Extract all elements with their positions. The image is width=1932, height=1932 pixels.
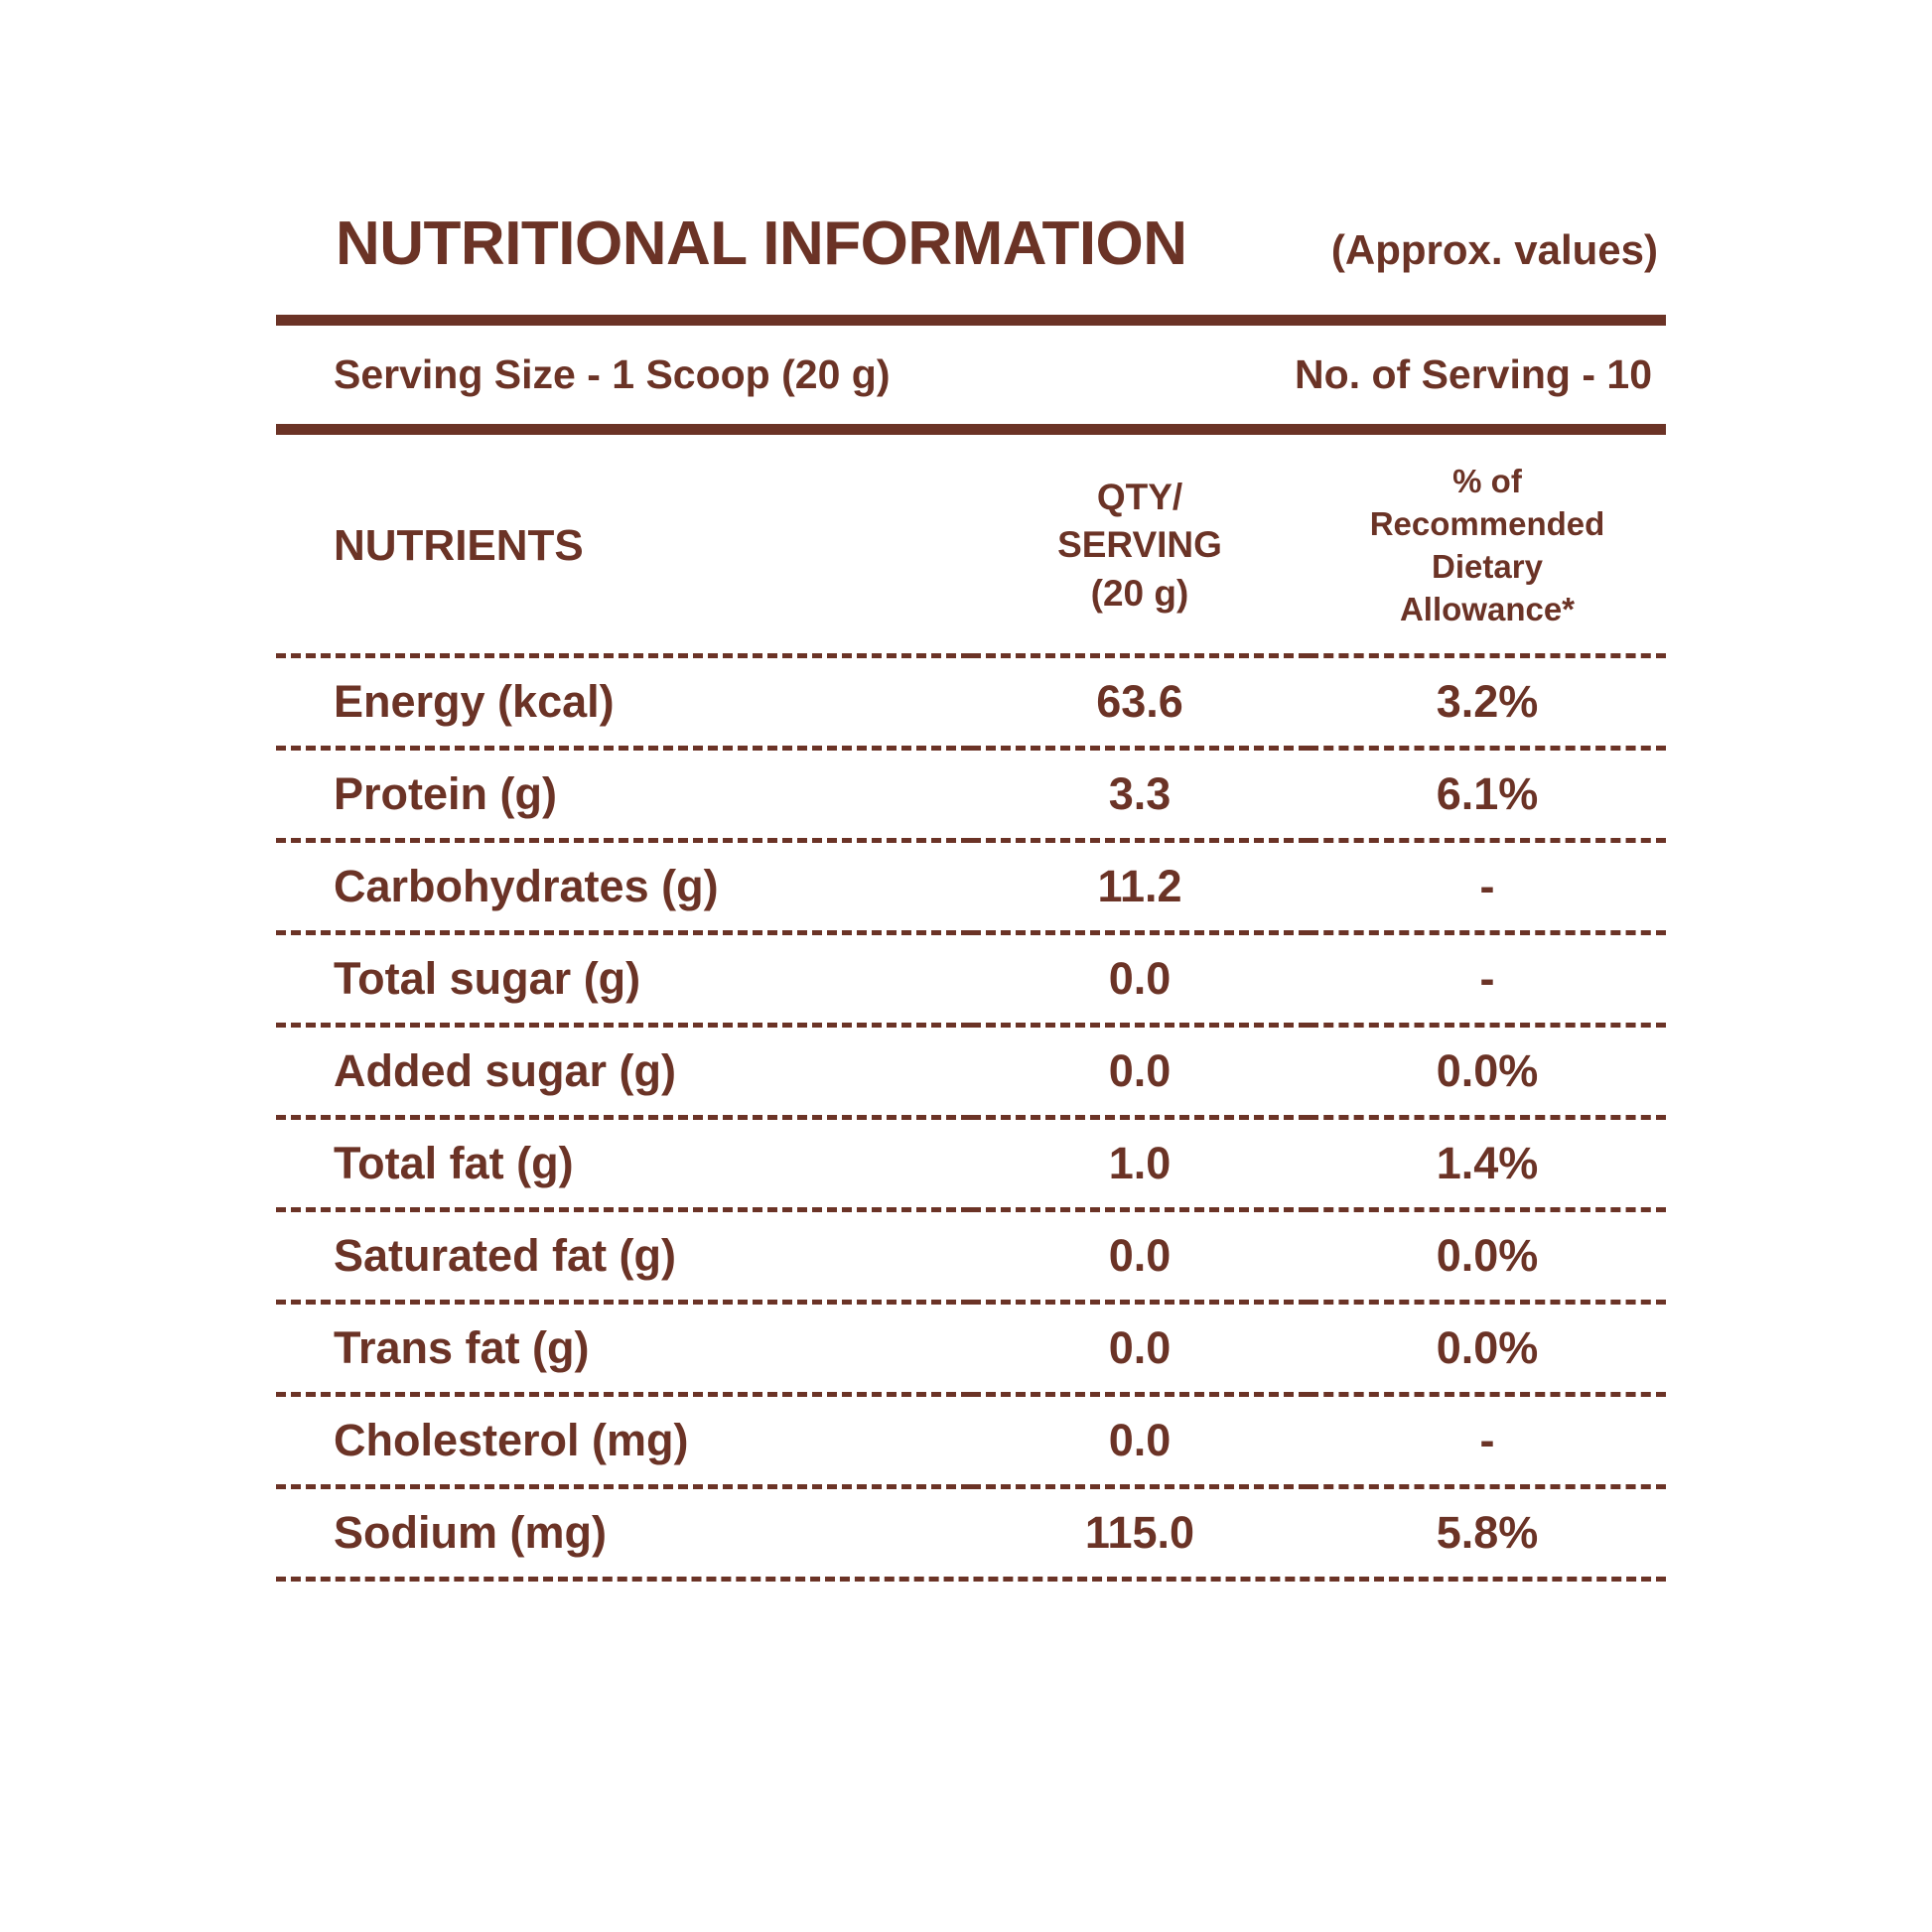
table-row (276, 655, 1666, 748)
serving-info-row (276, 326, 1666, 424)
row-qty-value: 0.0 (971, 1025, 1309, 1117)
row-rda-value: 0.0% (1309, 1025, 1666, 1117)
row-nutrient-name: Cholesterol (mg) (276, 1394, 971, 1486)
table-bottom-divider (276, 1577, 1666, 1582)
nutrition-facts-panel (276, 208, 1666, 1582)
row-nutrient-name: Carbohydrates (g) (276, 840, 971, 932)
row-qty-value: 115.0 (971, 1486, 1309, 1577)
row-nutrient-name: Saturated fat (g) (276, 1209, 971, 1302)
table-row (276, 840, 1666, 932)
nutrition-table (276, 435, 1666, 1577)
number-of-servings-text: No. of Serving - 10 (1295, 351, 1652, 397)
row-nutrient-name: Added sugar (g) (276, 1025, 971, 1117)
approx-values-note: (Approx. values) (1330, 226, 1658, 273)
qty-header-line2: SERVING (1057, 524, 1222, 566)
header-divider-bottom (276, 424, 1666, 435)
row-rda-value: - (1309, 932, 1666, 1025)
row-qty-value: 0.0 (971, 1302, 1309, 1394)
table-row (276, 1302, 1666, 1394)
table-row (276, 932, 1666, 1025)
row-rda-value: - (1309, 840, 1666, 932)
column-header-qty-per-serving (971, 435, 1309, 655)
row-rda-value: - (1309, 1394, 1666, 1486)
row-qty-value: 1.0 (971, 1117, 1309, 1209)
row-nutrient-name: Trans fat (g) (276, 1302, 971, 1394)
row-nutrient-name: Sodium (mg) (276, 1486, 971, 1577)
column-header-rda (1309, 435, 1666, 655)
row-rda-value: 0.0% (1309, 1302, 1666, 1394)
qty-header-line3: (20 g) (1090, 573, 1189, 615)
page-title: NUTRITIONAL INFORMATION (336, 209, 1187, 278)
row-rda-value: 0.0% (1309, 1209, 1666, 1302)
row-qty-value: 0.0 (971, 932, 1309, 1025)
qty-header-line1: QTY/ (1096, 476, 1183, 517)
rda-header-line2: Recommended (1369, 504, 1605, 542)
table-row (276, 1025, 1666, 1117)
column-header-nutrients: NUTRIENTS (334, 520, 584, 570)
row-rda-value: 5.8% (1309, 1486, 1666, 1577)
row-nutrient-name: Protein (g) (276, 748, 971, 840)
row-rda-value: 1.4% (1309, 1117, 1666, 1209)
rda-header-line1: % of (1452, 463, 1522, 499)
table-row (276, 1117, 1666, 1209)
rda-header-line4: Allowance* (1399, 590, 1576, 627)
row-qty-value: 0.0 (971, 1394, 1309, 1486)
row-qty-value: 63.6 (971, 655, 1309, 748)
rda-header-line3: Dietary (1432, 547, 1543, 585)
row-qty-value: 3.3 (971, 748, 1309, 840)
row-nutrient-name: Total fat (g) (276, 1117, 971, 1209)
row-qty-value: 0.0 (971, 1209, 1309, 1302)
table-row (276, 1486, 1666, 1577)
table-row (276, 1394, 1666, 1486)
serving-size-text: Serving Size - 1 Scoop (20 g) (334, 351, 891, 397)
row-nutrient-name: Energy (kcal) (276, 655, 971, 748)
row-nutrient-name: Total sugar (g) (276, 932, 971, 1025)
row-rda-value: 3.2% (1309, 655, 1666, 748)
header-divider-top (276, 315, 1666, 326)
table-row (276, 1209, 1666, 1302)
panel-header (276, 208, 1666, 279)
row-rda-value: 6.1% (1309, 748, 1666, 840)
table-header-row (276, 435, 1666, 655)
row-qty-value: 11.2 (971, 840, 1309, 932)
table-body (276, 655, 1666, 1577)
table-row (276, 748, 1666, 840)
